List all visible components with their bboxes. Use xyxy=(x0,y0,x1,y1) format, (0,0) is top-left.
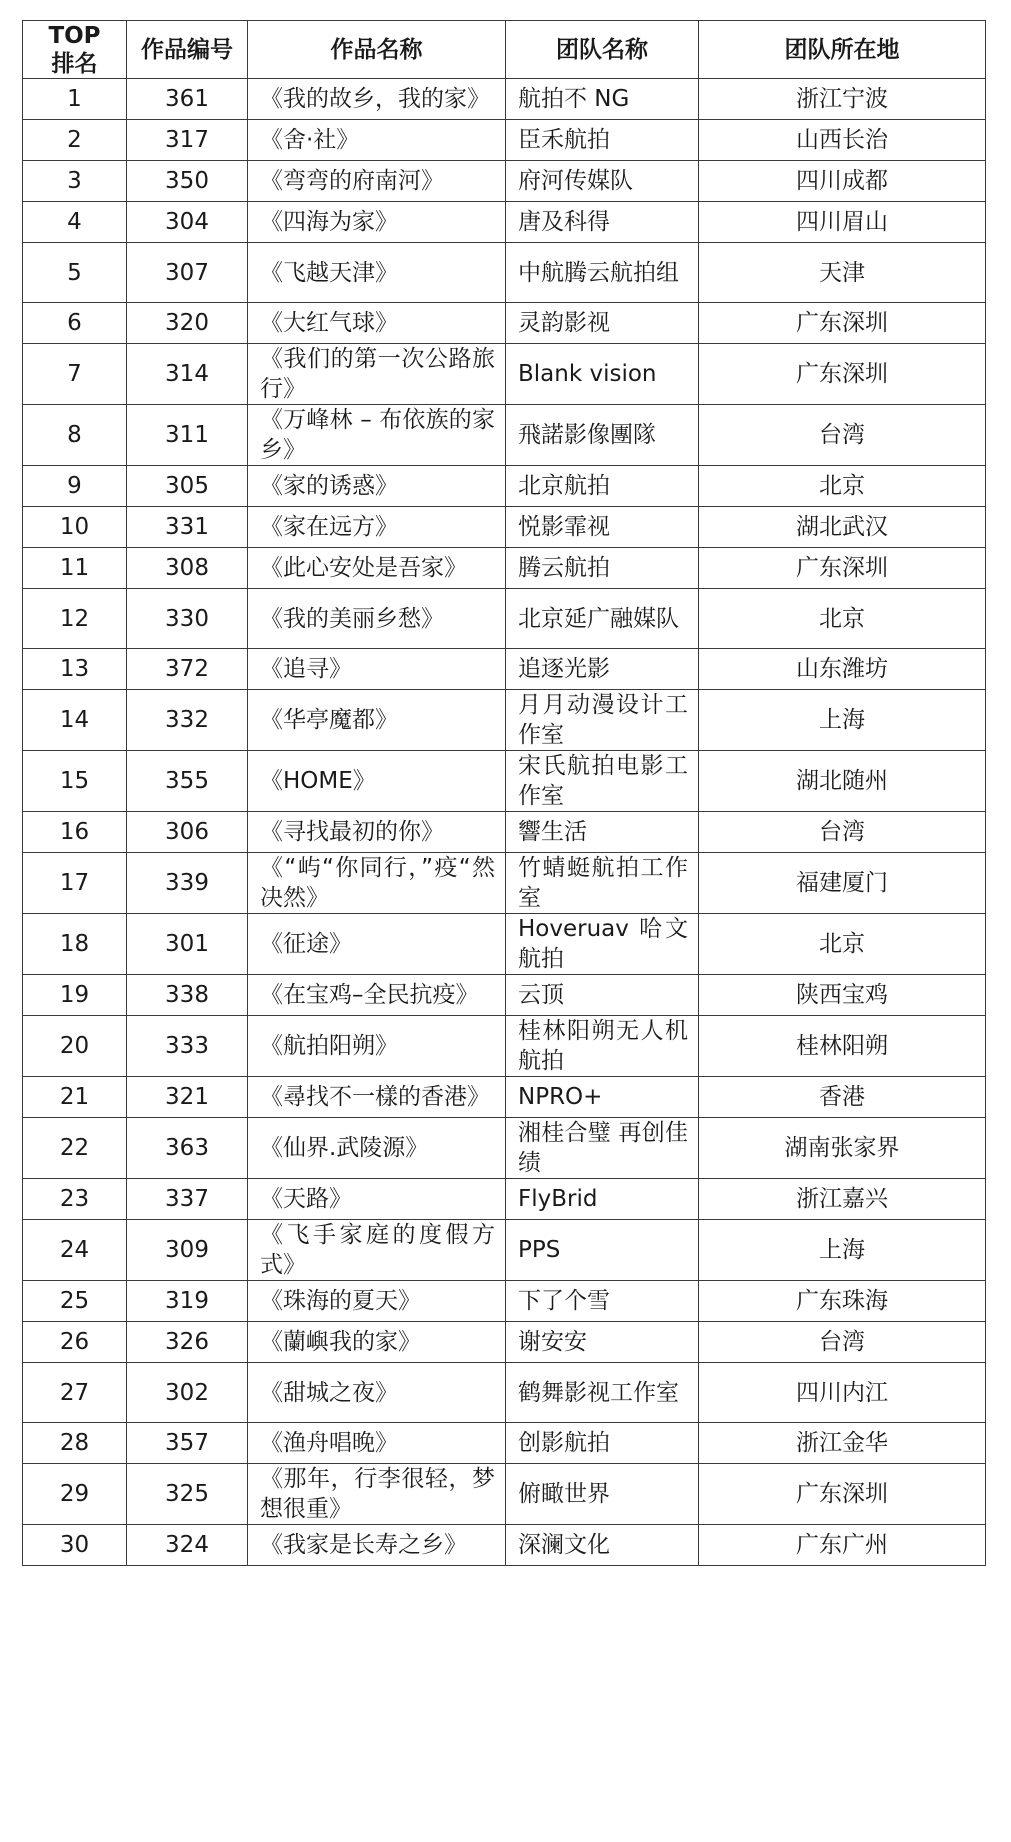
cell-rank: 5 xyxy=(23,243,127,303)
cell-rank: 21 xyxy=(23,1077,127,1118)
cell-work-title: 《甜城之夜》 xyxy=(248,1363,506,1423)
cell-team-name: 臣禾航拍 xyxy=(506,120,699,161)
table-row xyxy=(23,79,986,120)
cell-rank: 7 xyxy=(23,344,127,405)
cell-rank: 2 xyxy=(23,120,127,161)
cell-team-location: 广东珠海 xyxy=(699,1281,986,1322)
table-row xyxy=(23,1363,986,1423)
table-row xyxy=(23,975,986,1016)
cell-team-name: 桂林阳朔无人机航拍 xyxy=(506,1016,699,1077)
cell-work-id: 337 xyxy=(127,1179,248,1220)
cell-rank: 13 xyxy=(23,649,127,690)
table-row xyxy=(23,1179,986,1220)
cell-team-location: 福建厦门 xyxy=(699,853,986,914)
cell-team-name: 谢安安 xyxy=(506,1322,699,1363)
cell-work-id: 307 xyxy=(127,243,248,303)
cell-team-name: PPS xyxy=(506,1220,699,1281)
table-row xyxy=(23,853,986,914)
cell-work-title: 《仙界.武陵源》 xyxy=(248,1118,506,1179)
table-row xyxy=(23,548,986,589)
header-team-name: 团队名称 xyxy=(506,21,699,79)
cell-rank: 24 xyxy=(23,1220,127,1281)
table-row xyxy=(23,1281,986,1322)
cell-work-title: 《天路》 xyxy=(248,1179,506,1220)
cell-work-title: 《家的诱惑》 xyxy=(248,466,506,507)
cell-team-location: 四川内江 xyxy=(699,1363,986,1423)
cell-rank: 15 xyxy=(23,751,127,812)
cell-team-location: 浙江嘉兴 xyxy=(699,1179,986,1220)
header-rank: TOP 排名 xyxy=(23,21,127,79)
cell-work-id: 319 xyxy=(127,1281,248,1322)
cell-work-title: 《航拍阳朔》 xyxy=(248,1016,506,1077)
table-row xyxy=(23,466,986,507)
cell-work-title: 《飞手家庭的度假方式》 xyxy=(248,1220,506,1281)
cell-rank: 16 xyxy=(23,812,127,853)
cell-rank: 28 xyxy=(23,1423,127,1464)
cell-rank: 3 xyxy=(23,161,127,202)
cell-rank: 12 xyxy=(23,589,127,649)
table-row xyxy=(23,202,986,243)
cell-work-id: 314 xyxy=(127,344,248,405)
cell-team-location: 天津 xyxy=(699,243,986,303)
cell-team-location: 北京 xyxy=(699,466,986,507)
cell-team-location: 山东潍坊 xyxy=(699,649,986,690)
cell-work-title: 《那年，行李很轻，梦想很重》 xyxy=(248,1464,506,1525)
cell-work-id: 372 xyxy=(127,649,248,690)
cell-work-id: 339 xyxy=(127,853,248,914)
cell-rank: 25 xyxy=(23,1281,127,1322)
cell-team-name: 下了个雪 xyxy=(506,1281,699,1322)
cell-work-id: 306 xyxy=(127,812,248,853)
cell-team-name: Blank vision xyxy=(506,344,699,405)
cell-work-id: 301 xyxy=(127,914,248,975)
cell-work-title: 《大红气球》 xyxy=(248,303,506,344)
cell-work-title: 《弯弯的府南河》 xyxy=(248,161,506,202)
table-row xyxy=(23,344,986,405)
cell-work-title: 《我的故乡，我的家》 xyxy=(248,79,506,120)
cell-work-title: 《我的美丽乡愁》 xyxy=(248,589,506,649)
cell-work-title: 《四海为家》 xyxy=(248,202,506,243)
cell-work-id: 311 xyxy=(127,405,248,466)
cell-work-title: 《追寻》 xyxy=(248,649,506,690)
header-row xyxy=(23,21,986,79)
cell-team-name: Hoveruav 哈文航拍 xyxy=(506,914,699,975)
table-row xyxy=(23,1525,986,1566)
table-row xyxy=(23,507,986,548)
cell-team-name: 飛諾影像團隊 xyxy=(506,405,699,466)
cell-work-id: 330 xyxy=(127,589,248,649)
table-row xyxy=(23,649,986,690)
cell-work-title: 《珠海的夏天》 xyxy=(248,1281,506,1322)
cell-work-id: 308 xyxy=(127,548,248,589)
cell-rank: 8 xyxy=(23,405,127,466)
cell-team-name: 湘桂合璧 再创佳绩 xyxy=(506,1118,699,1179)
table-row xyxy=(23,161,986,202)
table-row xyxy=(23,120,986,161)
cell-work-id: 317 xyxy=(127,120,248,161)
cell-team-name: 北京延广融媒队 xyxy=(506,589,699,649)
cell-rank: 6 xyxy=(23,303,127,344)
cell-team-location: 陕西宝鸡 xyxy=(699,975,986,1016)
cell-team-name: 追逐光影 xyxy=(506,649,699,690)
cell-work-id: 355 xyxy=(127,751,248,812)
table-row xyxy=(23,1322,986,1363)
cell-team-location: 四川成都 xyxy=(699,161,986,202)
cell-work-title: 《家在远方》 xyxy=(248,507,506,548)
cell-work-title: 《蘭嶼我的家》 xyxy=(248,1322,506,1363)
cell-team-location: 北京 xyxy=(699,914,986,975)
header-work-title: 作品名称 xyxy=(248,21,506,79)
cell-work-title: 《“屿“你同行，”疫“然决然》 xyxy=(248,853,506,914)
table-header xyxy=(23,21,986,79)
header-team-location: 团队所在地 xyxy=(699,21,986,79)
cell-work-id: 325 xyxy=(127,1464,248,1525)
cell-rank: 18 xyxy=(23,914,127,975)
cell-work-title: 《飞越天津》 xyxy=(248,243,506,303)
table-row xyxy=(23,1464,986,1525)
table-row xyxy=(23,1220,986,1281)
cell-rank: 29 xyxy=(23,1464,127,1525)
cell-rank: 10 xyxy=(23,507,127,548)
cell-work-id: 309 xyxy=(127,1220,248,1281)
cell-work-id: 304 xyxy=(127,202,248,243)
cell-team-location: 广东广州 xyxy=(699,1525,986,1566)
cell-team-name: 云顶 xyxy=(506,975,699,1016)
cell-team-name: 鹤舞影视工作室 xyxy=(506,1363,699,1423)
cell-work-id: 324 xyxy=(127,1525,248,1566)
cell-work-id: 350 xyxy=(127,161,248,202)
cell-team-name: 北京航拍 xyxy=(506,466,699,507)
header-work-id: 作品编号 xyxy=(127,21,248,79)
table-row xyxy=(23,405,986,466)
cell-work-title: 《在宝鸡–全民抗疫》 xyxy=(248,975,506,1016)
ranking-table xyxy=(22,20,986,1566)
cell-rank: 26 xyxy=(23,1322,127,1363)
cell-team-name: 深澜文化 xyxy=(506,1525,699,1566)
table-row xyxy=(23,303,986,344)
cell-rank: 17 xyxy=(23,853,127,914)
cell-team-name: NPRO+ xyxy=(506,1077,699,1118)
table-row xyxy=(23,914,986,975)
table-row xyxy=(23,1423,986,1464)
cell-work-id: 333 xyxy=(127,1016,248,1077)
cell-work-title: 《万峰林 – 布依族的家乡》 xyxy=(248,405,506,466)
cell-team-location: 上海 xyxy=(699,1220,986,1281)
cell-rank: 11 xyxy=(23,548,127,589)
cell-team-location: 广东深圳 xyxy=(699,1464,986,1525)
cell-team-name: 竹蜻蜓航拍工作室 xyxy=(506,853,699,914)
cell-team-location: 广东深圳 xyxy=(699,548,986,589)
cell-rank: 1 xyxy=(23,79,127,120)
cell-work-id: 357 xyxy=(127,1423,248,1464)
cell-team-name: 创影航拍 xyxy=(506,1423,699,1464)
cell-work-title: 《舍·社》 xyxy=(248,120,506,161)
cell-team-name: 腾云航拍 xyxy=(506,548,699,589)
cell-rank: 20 xyxy=(23,1016,127,1077)
cell-team-location: 桂林阳朔 xyxy=(699,1016,986,1077)
cell-rank: 4 xyxy=(23,202,127,243)
cell-team-location: 浙江宁波 xyxy=(699,79,986,120)
cell-work-id: 321 xyxy=(127,1077,248,1118)
cell-team-name: 宋氏航拍电影工作室 xyxy=(506,751,699,812)
cell-work-title: 《此心安处是吾家》 xyxy=(248,548,506,589)
table-row xyxy=(23,1118,986,1179)
cell-rank: 14 xyxy=(23,690,127,751)
cell-team-location: 上海 xyxy=(699,690,986,751)
cell-team-name: 唐及科得 xyxy=(506,202,699,243)
cell-team-location: 台湾 xyxy=(699,812,986,853)
table-body xyxy=(23,79,986,1566)
cell-work-title: 《尋找不一樣的香港》 xyxy=(248,1077,506,1118)
cell-rank: 30 xyxy=(23,1525,127,1566)
cell-work-title: 《渔舟唱晚》 xyxy=(248,1423,506,1464)
cell-team-location: 山西长治 xyxy=(699,120,986,161)
cell-rank: 19 xyxy=(23,975,127,1016)
cell-team-name: 響生活 xyxy=(506,812,699,853)
cell-team-location: 湖北随州 xyxy=(699,751,986,812)
cell-team-location: 北京 xyxy=(699,589,986,649)
cell-work-id: 326 xyxy=(127,1322,248,1363)
cell-team-name: 俯瞰世界 xyxy=(506,1464,699,1525)
cell-team-location: 浙江金华 xyxy=(699,1423,986,1464)
table-row xyxy=(23,1016,986,1077)
cell-work-title: 《HOME》 xyxy=(248,751,506,812)
cell-work-title: 《华亭魔都》 xyxy=(248,690,506,751)
cell-work-id: 332 xyxy=(127,690,248,751)
table-row xyxy=(23,812,986,853)
table-row xyxy=(23,690,986,751)
cell-work-title: 《我家是长寿之乡》 xyxy=(248,1525,506,1566)
cell-work-id: 363 xyxy=(127,1118,248,1179)
cell-work-id: 320 xyxy=(127,303,248,344)
cell-work-title: 《征途》 xyxy=(248,914,506,975)
cell-work-title: 《寻找最初的你》 xyxy=(248,812,506,853)
cell-team-location: 湖北武汉 xyxy=(699,507,986,548)
table-row xyxy=(23,1077,986,1118)
table-row xyxy=(23,751,986,812)
cell-team-name: FlyBrid xyxy=(506,1179,699,1220)
cell-team-location: 台湾 xyxy=(699,1322,986,1363)
cell-work-id: 361 xyxy=(127,79,248,120)
cell-team-location: 台湾 xyxy=(699,405,986,466)
cell-team-location: 湖南张家界 xyxy=(699,1118,986,1179)
table-row xyxy=(23,589,986,649)
cell-team-name: 府河传媒队 xyxy=(506,161,699,202)
table-row xyxy=(23,243,986,303)
cell-team-name: 悦影霏视 xyxy=(506,507,699,548)
cell-work-title: 《我们的第一次公路旅行》 xyxy=(248,344,506,405)
cell-team-location: 广东深圳 xyxy=(699,344,986,405)
cell-team-name: 灵韵影视 xyxy=(506,303,699,344)
cell-rank: 22 xyxy=(23,1118,127,1179)
cell-team-name: 月月动漫设计工作室 xyxy=(506,690,699,751)
cell-team-location: 香港 xyxy=(699,1077,986,1118)
cell-work-id: 331 xyxy=(127,507,248,548)
cell-team-name: 中航腾云航拍组 xyxy=(506,243,699,303)
cell-work-id: 302 xyxy=(127,1363,248,1423)
cell-rank: 27 xyxy=(23,1363,127,1423)
cell-rank: 23 xyxy=(23,1179,127,1220)
cell-team-location: 四川眉山 xyxy=(699,202,986,243)
cell-team-name: 航拍不 NG xyxy=(506,79,699,120)
cell-rank: 9 xyxy=(23,466,127,507)
cell-work-id: 305 xyxy=(127,466,248,507)
cell-work-id: 338 xyxy=(127,975,248,1016)
cell-team-location: 广东深圳 xyxy=(699,303,986,344)
